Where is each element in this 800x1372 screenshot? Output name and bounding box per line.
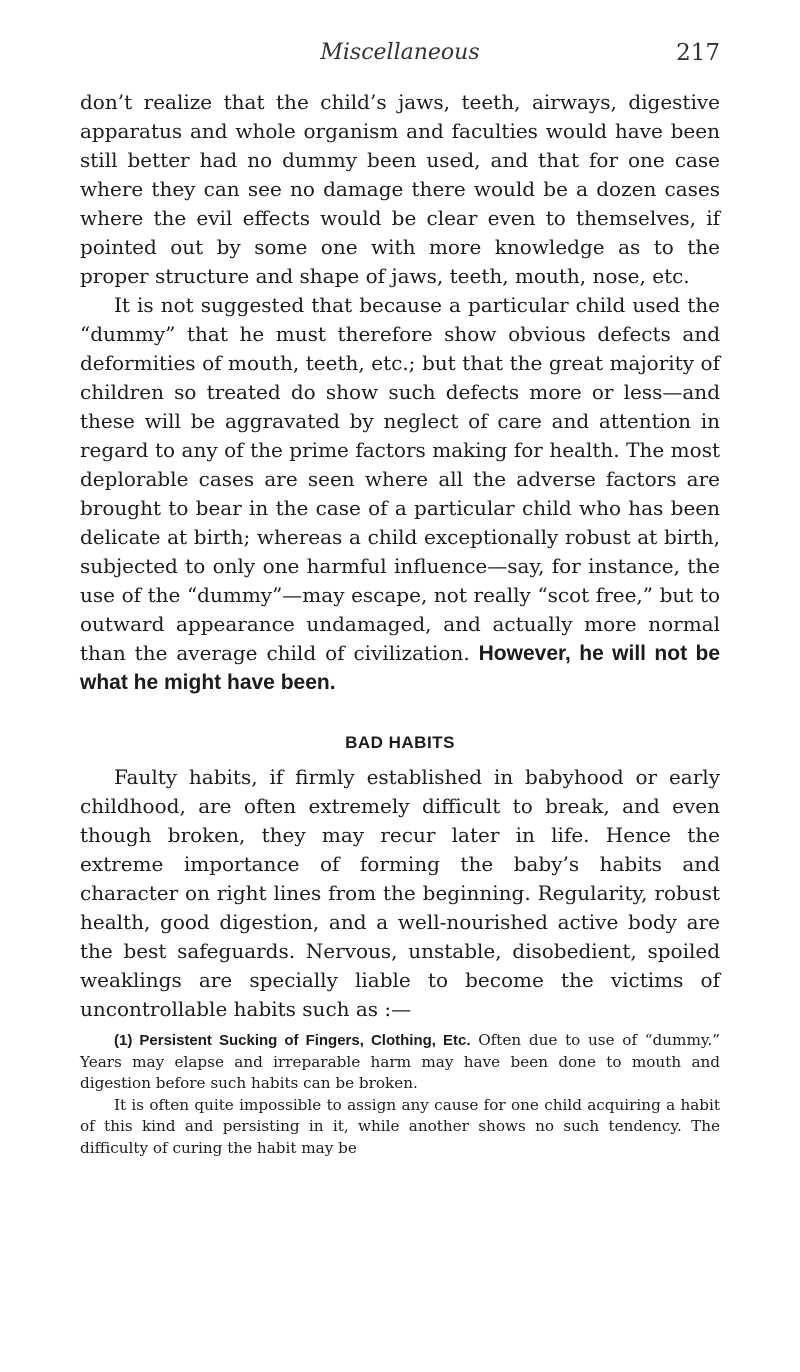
page-header <box>80 40 720 76</box>
section-heading-bad-habits: BAD HABITS <box>345 733 455 752</box>
paragraph-dummy-defects <box>80 291 720 697</box>
paragraph-continued: don’t realize that the child’s jaws, teeth, airways, digestive apparatus and whole organism and faculties would have been still better had no dummy been used, and that for one case where they can see no damage there would be a dozen cases where the evil effects would be clear even to themselves, if pointed out by some one with more knowledge as to the proper structure and shape of jaws, teeth, mouth, nose, etc. <box>80 90 720 288</box>
paragraph-assign-cause: It is often quite impossible to assign any cause for one child acquiring a habit of this kind and persisting in it, while another shows no such tendency. The difficulty of curing the habit may be <box>80 1095 720 1157</box>
list-item-label: (1) Persistent Sucking of Fingers, Clothing, Etc. <box>114 1032 471 1049</box>
list-item-persistent-sucking <box>80 1030 720 1095</box>
page-number: 217 <box>676 40 720 66</box>
paragraph-faulty-habits: Faulty habits, if firmly established in babyhood or early childhood, are often extremely difficult to break, and even though broken, they may recur later in life. Hence the extreme importance of forming the baby’s habits and character on right lines from the beginning. Regularity, robust health, good digestion, and a well-nourished active body are the best safeguards. Nervous, unstable, disobedient, spoiled weaklings are specially liable to become the victims of uncontrollable habits such as :— <box>80 765 720 1021</box>
body-text <box>80 88 720 1159</box>
list-item-text: Often due to use of “dummy.” Years may elapse and irreparable harm may have been done to mouth and digestion before such habits can be broken. <box>80 1031 720 1092</box>
running-title: Miscellaneous <box>320 40 480 65</box>
emphasis-sentence: However, he will not be what he might have been. <box>80 642 720 694</box>
paragraph-dummy-defects-text: It is not suggested that because a particular child used the “dummy” that he must therefore show obvious defects and deformities of mouth, teeth, etc.; but that the great majority of children so treated do show such defects more or less—and these will be aggravated by neglect of care and attention in regard to any of the prime factors making for health. The most deplorable cases are seen where all the adverse factors are brought to bear in the case of a particular child who has been delicate at birth; whereas a child exceptionally robust at birth, subjected to only one harmful influence—say, for instance, the use of the “dummy”—may escape, not really “scot free,” but to outward appearance undamaged, and actually more normal than the average child of civilization. <box>80 293 720 665</box>
